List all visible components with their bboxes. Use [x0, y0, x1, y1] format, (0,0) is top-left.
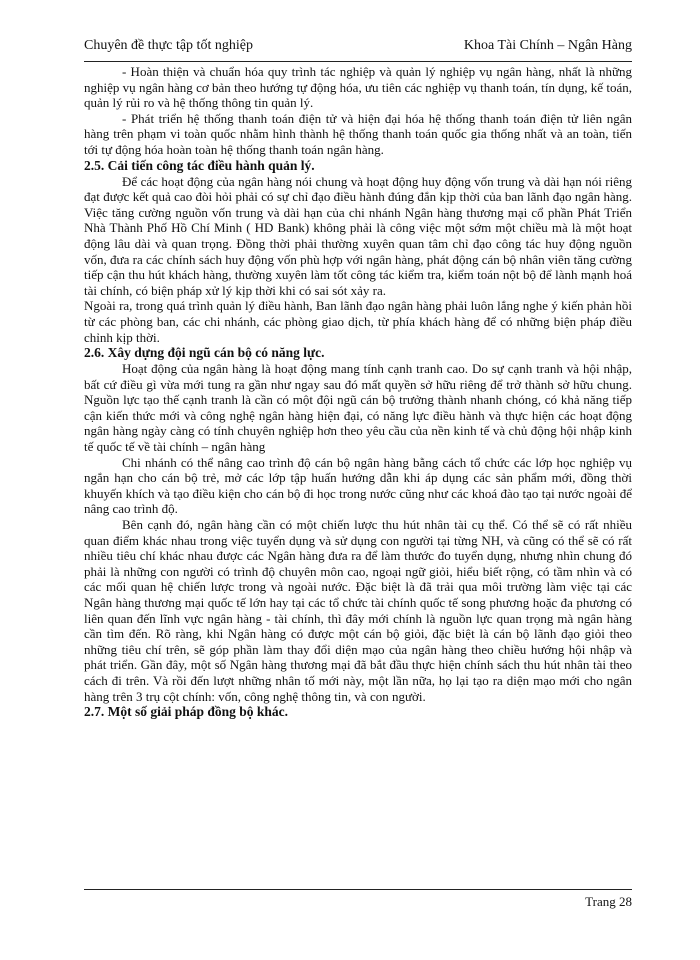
paragraph-management-direction: Để các hoạt động của ngân hàng nói chung và hoạt động huy động vốn trung và dài hạn nói riêng đạt được kết quả cao đòi hỏi phải có sự chỉ đạo điều hành đúng đắn kịp thời của ban lãnh đạo ngân hàng. Việc tăng cường nguồn vốn trung và dài hạn của chi nhánh Ngân hàng thương mại cổ phần Phát Triển Nhà Thành Phố Hồ Chí Minh ( HD Bank) không phải là công việc một sớm một chiều mà là một hoạt động lâu dài và quan trọng. Đồng thời phải thường xuyên quan tâm chỉ đạo công tác huy động nguồn vốn, đưa ra các chính sách huy động vốn phù hợp với ngân hàng, phát động cán bộ nhân viên tăng cường tiếp cận thu hút khách hàng, thường xuyên làm tốt công tác kiểm tra, kiểm toán nột bộ để lành mạnh hoá tài chính, có biện pháp xử lý kịp thời khi có sai sót xảy ra. [84, 173, 632, 298]
header-department: Khoa Tài Chính – Ngân Hàng [463, 38, 632, 53]
footer-divider [84, 889, 632, 890]
document-body [84, 64, 632, 720]
page-number: Trang 28 [585, 894, 632, 909]
paragraph-talent-strategy: Bên cạnh đó, ngân hàng cần có một chiến lược thu hút nhân tài cụ thể. Có thể sẽ có rất nhiều quan điểm khác nhau trong việc tuyển dụng và sử dụng con người tại từng NH, và cũng có thể sẽ có rất nhiều tiêu chí khác nhau được các Ngân hàng đưa ra để làm thước đo tuyển dụng, nhưng nhìn chung đó phải là những con người có trình độ chuyên môn cao, ngoại ngữ giỏi, hiểu biết rộng, có tầm nhìn và có các mối quan hệ chiến lược trong và ngoài nước. Đặc biệt là đã trải qua môi trường làm việc tại các Ngân hàng thương mại quốc tế lớn hay tại các tổ chức tài chính quốc tế song phương hoặc đa phương có liên quan đến lĩnh vực ngân hàng - tài chính, thì đây mới chính là nguồn lực quan trọng mà ngân hàng cần tìm đến. Rõ ràng, khi Ngân hàng có được một cán bộ giỏi, đặc biệt là cán bộ lãnh đạo giỏi theo những tiêu chí trên, sẽ góp phần làm thay đổi diện mạo của ngân hàng theo chiều hướng hội nhập và phát triển. Gần đây, một số Ngân hàng thương mại đã bắt đầu thực hiện chính sách thu hút nhân tài theo cách đi trên. Và rồi đến lượt những nhân tố mới này, một lần nữa, họ lại tạo ra diện mạo mới cho ngân hàng trên 3 trụ cột chính: vốn, công nghệ thông tin, và con người. [84, 517, 632, 704]
paragraph-process-standardization: - Hoàn thiện và chuẩn hóa quy trình tác nghiệp và quản lý nghiệp vụ ngân hàng, nhất là những nghiệp vụ ngân hàng cơ bản theo hướng tự động hóa, ưu tiên các nghiệp vụ thanh toán, tín dụng, kế toán, quản lý rủi ro và hệ thống thông tin quản lý. [84, 64, 632, 111]
section-heading-2-6: 2.6. Xây dựng đội ngũ cán bộ có năng lực. [84, 345, 325, 361]
paragraph-payment-system: - Phát triển hệ thống thanh toán điện tử và hiện đại hóa hệ thống thanh toán điện tử liên ngân hàng trên phạm vi toàn quốc nhằm hình thành hệ thống thanh toán quốc gia thống nhất và an toàn, tiến tới tự động hóa hoàn toàn hệ thống thanh toán ngân hàng. [84, 110, 632, 157]
paragraph-competition: Hoạt động của ngân hàng là hoạt động mang tính cạnh tranh cao. Do sự cạnh tranh và hội nhập, bất cứ điều gì vừa mới tung ra gần như ngay sau đó mất quyền sở hữu riêng để trở thành sở hữu chung. Nguồn lực tạo thế cạnh tranh là cần có một đội ngũ cán bộ trưởng thành nhanh chóng, có khả năng tiếp cận kiến thức mới và công nghệ ngân hàng hiện đại, có năng lực điều hành và thực hiện các hoạt động ngân hàng ngày càng có tính chuyên nghiệp hơn theo yêu cầu của nền kinh tế và chủ động hội nhập kinh tế quốc tế về tài chính – ngân hàng [84, 361, 632, 455]
header-divider [84, 61, 632, 62]
section-heading-2-7: 2.7. Một số giải pháp đồng bộ khác. [84, 704, 289, 720]
header-course-title: Chuyên đề thực tập tốt nghiệp [84, 38, 253, 53]
section-heading-2-5: 2.5. Cải tiến công tác điều hành quản lý. [84, 157, 315, 173]
paragraph-feedback: Ngoài ra, trong quá trình quản lý điều hành, Ban lãnh đạo ngân hàng phải luôn lắng nghe ý kiến phản hồi từ các phòng ban, các chi nhánh, các phòng giao dịch, từ phía khách hàng để có những biện pháp điều chỉnh kịp thời. [84, 298, 632, 345]
page-header [84, 38, 632, 60]
paragraph-training: Chi nhánh có thể nâng cao trình độ cán bộ ngân hàng bằng cách tổ chức các lớp học nghiệp vụ ngắn hạn cho cán bộ trẻ, mở các lớp tập huấn hướng dẫn khi áp dụng các sản phẩm mới, đồng thời khuyến khích và tạo điều kiện cho cán bộ đi học trong nước cũng như các khoá đào tạo tại nước ngoài để nâng cao trình độ. [84, 454, 632, 517]
